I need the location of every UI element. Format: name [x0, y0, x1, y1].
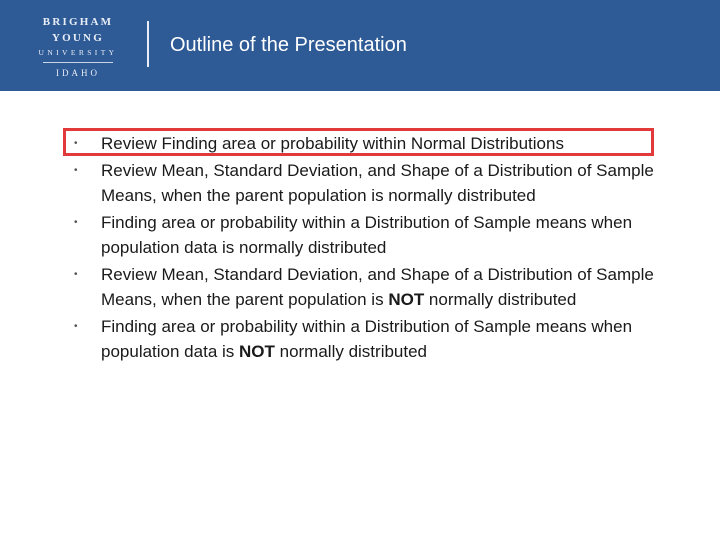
- header-divider: [147, 21, 149, 67]
- bullet-item-3: [60, 210, 690, 261]
- highlight-box: [63, 128, 654, 156]
- bullet-dot: •: [74, 164, 78, 176]
- bullet-text-start: Review Mean, Standard Deviation, and Shape of a Distribution of Sample Means, when the parent population is: [101, 264, 654, 309]
- bullet-text-end: normally distributed: [274, 342, 428, 361]
- bullet-item-4: [60, 262, 690, 313]
- bullet-dot: •: [74, 320, 78, 332]
- bullet-text: Review Finding area or probability within Normal Distributions: [101, 134, 564, 153]
- bullet-text-end: normally distributed: [424, 290, 577, 309]
- header-bar: [0, 0, 720, 91]
- logo-rule: [43, 62, 113, 63]
- bullet-item-2: [60, 158, 690, 209]
- bullet-text-bold: NOT: [388, 290, 425, 309]
- slide-title: Outline of the Presentation: [170, 34, 407, 56]
- logo-line-1: BRIGHAM YOUNG: [42, 16, 114, 44]
- logo-line-2: UNIVERSITY: [38, 48, 118, 57]
- bullet-dot: •: [74, 138, 78, 149]
- logo-line-3: IDAHO: [56, 68, 100, 78]
- bullet-dot: •: [74, 268, 78, 280]
- bullet-dot: •: [74, 216, 78, 228]
- bullet-list: [60, 131, 690, 366]
- bullet-text: Finding area or probability within a Distribution of Sample means when population data is normally distributed: [101, 212, 633, 257]
- bullet-text-bold: NOT: [239, 342, 275, 361]
- university-logo: [18, 14, 138, 78]
- bullet-item-5: [60, 314, 690, 365]
- bullet-text-start: Finding area or probability within a Distribution of Sample means when population data is: [101, 316, 633, 361]
- bullet-text: Review Mean, Standard Deviation, and Shape of a Distribution of Sample Means, when the parent population is normally distributed: [101, 160, 654, 205]
